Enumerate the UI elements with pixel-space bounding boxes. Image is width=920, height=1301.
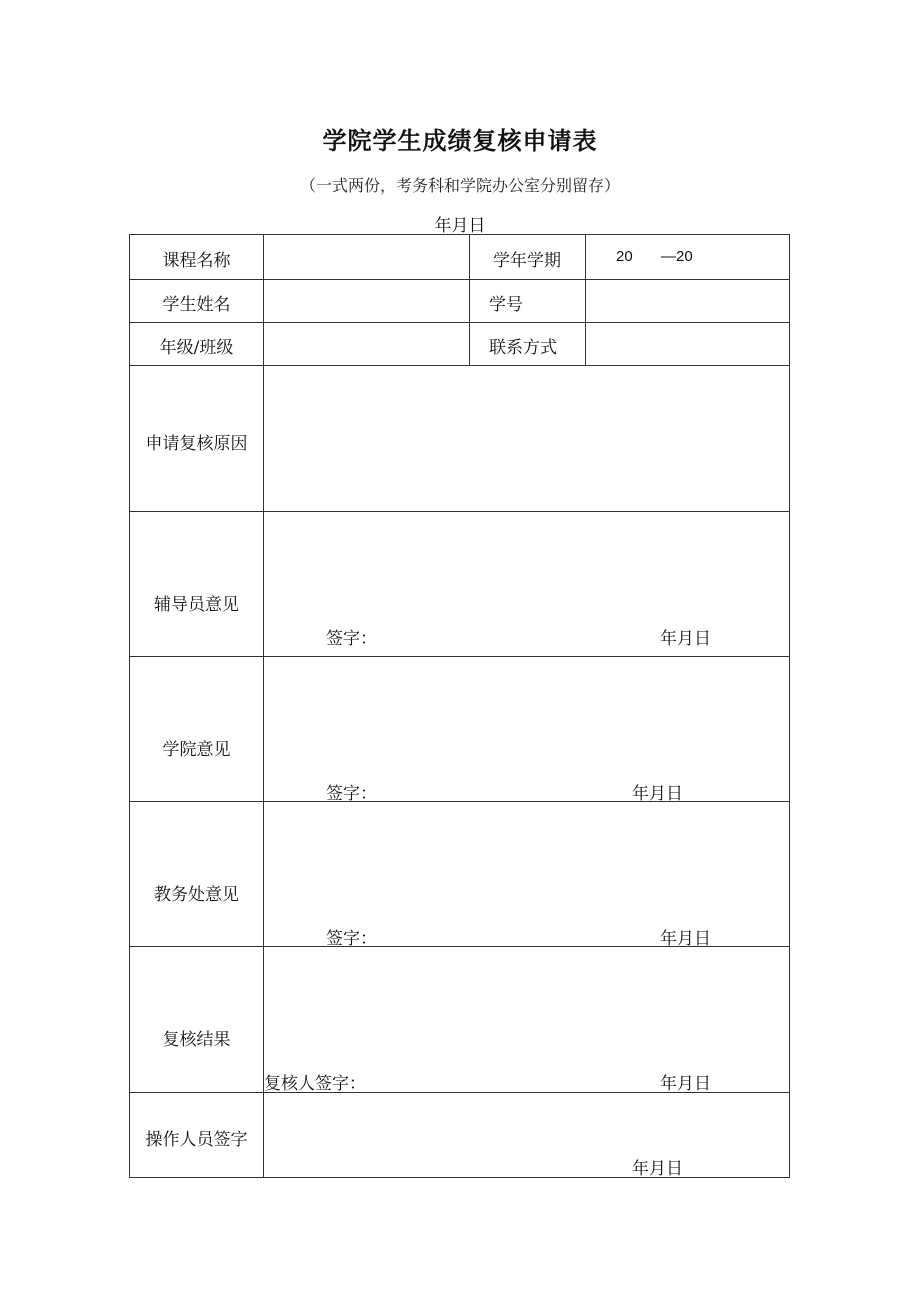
row-divider [130, 801, 789, 802]
counselor-date: 年月日 [660, 629, 711, 649]
counselor-opinion-label: 辅导员意见 [154, 595, 239, 615]
term-end-year: —20 [661, 248, 693, 265]
row-divider [130, 511, 789, 512]
counselor-signature-label: 签字： [326, 629, 377, 649]
operator-date: 年月日 [632, 1159, 683, 1179]
term-field[interactable] [586, 235, 789, 279]
academic-affairs-signature-label: 签字： [326, 929, 377, 949]
college-opinion-label: 学院意见 [162, 740, 231, 760]
row-divider [130, 279, 789, 280]
operator-signature-label: 操作人员签字 [145, 1130, 248, 1150]
page-subtitle: （一式两份，考务科和学院办公室分别留存） [299, 176, 620, 195]
review-reason-field[interactable] [264, 366, 789, 510]
row-divider [130, 656, 789, 657]
college-signature-label: 签字： [326, 784, 377, 804]
page-title: 学院学生成绩复核申请表 [322, 127, 598, 155]
grade-class-label: 年级/班级 [159, 338, 234, 358]
review-result-date: 年月日 [660, 1074, 711, 1094]
review-application-form [129, 234, 790, 1178]
academic-affairs-date: 年月日 [660, 929, 711, 949]
term-start-year: 20 [616, 248, 633, 265]
college-date: 年月日 [632, 784, 683, 804]
student-id-label: 学号 [489, 295, 523, 315]
application-date: 年月日 [434, 216, 486, 236]
row-divider [130, 322, 789, 323]
reviewer-signature-label: 复核人签字： [264, 1074, 366, 1094]
contact-label: 联系方式 [489, 338, 557, 358]
term-label: 学年学期 [493, 251, 561, 271]
course-name-label: 课程名称 [162, 251, 231, 271]
academic-affairs-opinion-label: 教务处意见 [154, 885, 239, 905]
student-name-label: 学生姓名 [162, 295, 231, 315]
review-result-label: 复核结果 [162, 1030, 231, 1050]
review-reason-label: 申请复核原因 [145, 434, 248, 454]
